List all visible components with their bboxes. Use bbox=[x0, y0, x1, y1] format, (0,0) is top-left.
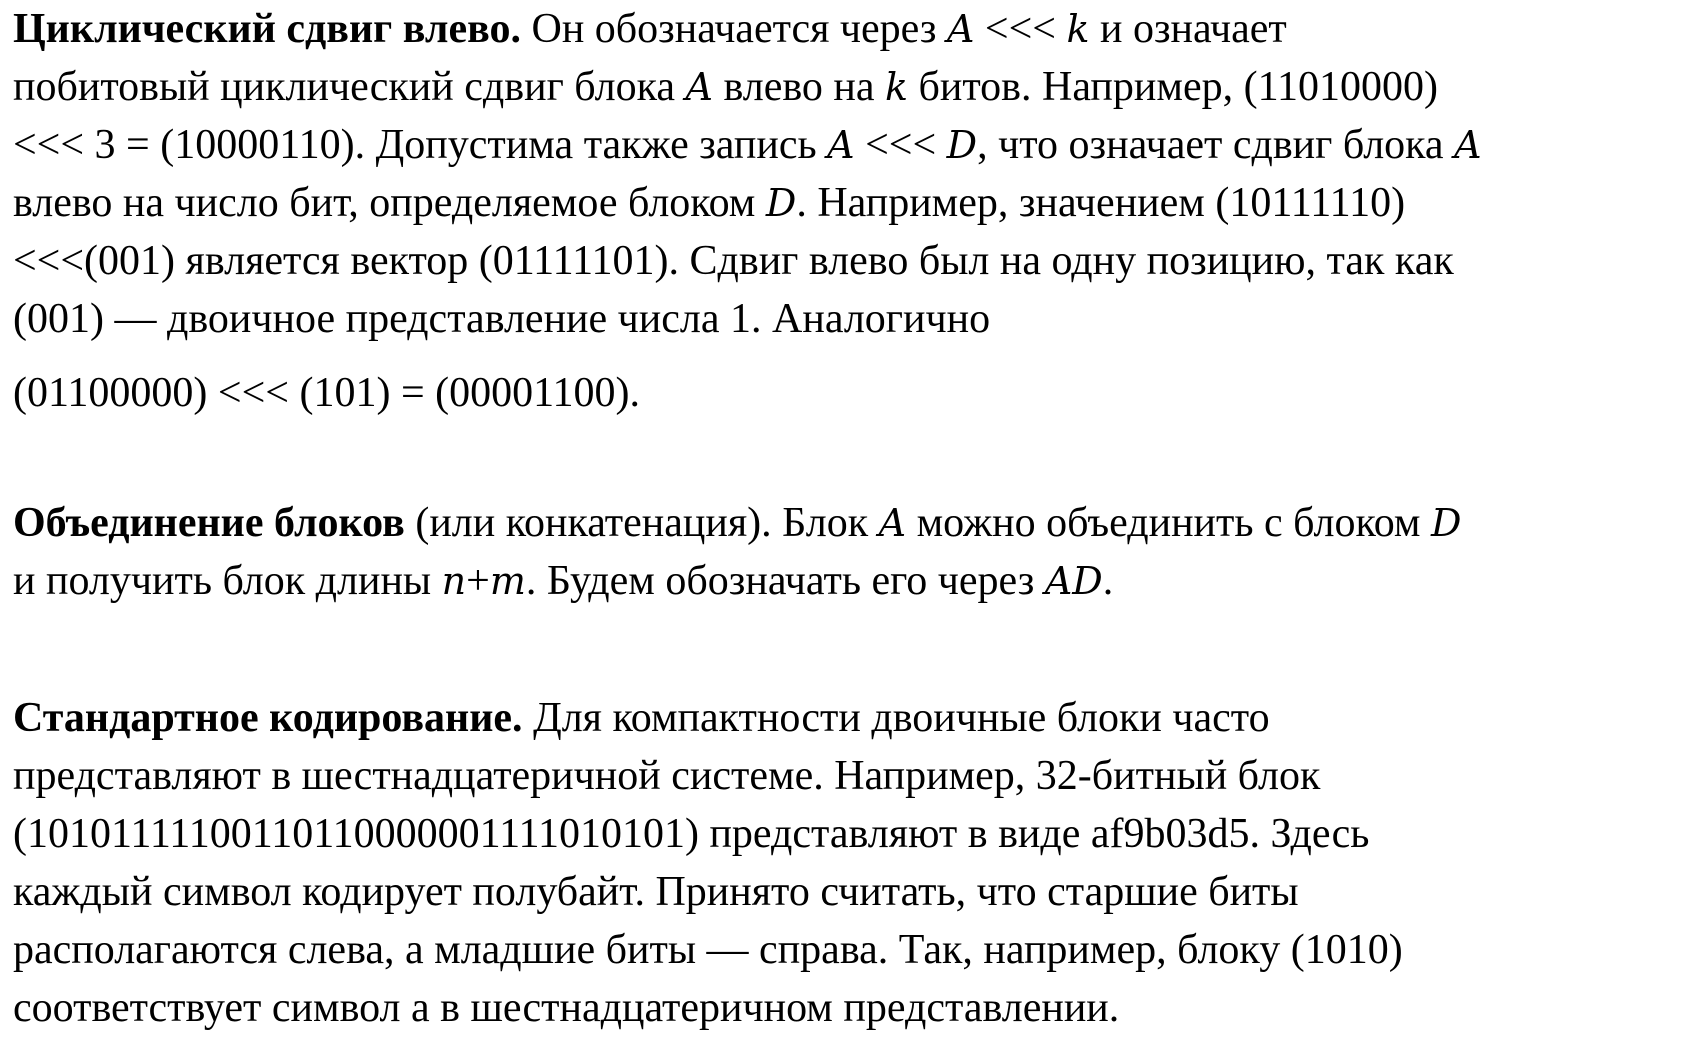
text-line bbox=[13, 232, 1482, 290]
text-run: <<< 3 = (10000110). Допустима также запись bbox=[13, 122, 828, 168]
math-symbol: D bbox=[946, 123, 978, 167]
text-run: располагаются слева, а младшие биты — справа. Так, например, блоку (1010) bbox=[13, 927, 1403, 973]
text-line bbox=[13, 863, 1403, 921]
text-run: , что означает сдвиг блока bbox=[977, 122, 1455, 168]
math-symbol: A bbox=[685, 65, 713, 109]
text-run: (001) — двоичное представление числа 1. Аналогично bbox=[13, 296, 991, 342]
math-symbol: A bbox=[827, 123, 855, 167]
text-run: . Например, значением (10111110) bbox=[796, 180, 1406, 226]
text-line bbox=[13, 689, 1403, 747]
math-symbol: D bbox=[1431, 501, 1462, 545]
text-run: влево на число бит, определяемое блоком bbox=[13, 180, 766, 226]
text-line bbox=[13, 979, 1403, 1037]
text-run: <<< bbox=[974, 6, 1067, 52]
text-line bbox=[13, 552, 1461, 610]
text-line bbox=[13, 0, 1482, 58]
math-symbol: m bbox=[489, 559, 526, 603]
text-run: <<< bbox=[854, 122, 947, 168]
math-symbol: AD bbox=[1044, 559, 1103, 603]
paragraph-standard-encoding bbox=[13, 689, 1403, 1037]
term-heading: Циклический сдвиг влево. bbox=[13, 6, 521, 52]
text-run: (или конкатенация). Блок bbox=[404, 500, 879, 546]
text-run: Он обозначается через bbox=[520, 6, 947, 52]
text-run: . Будем обозначать его через bbox=[525, 558, 1045, 604]
math-symbol: A bbox=[1454, 123, 1482, 167]
text-line bbox=[13, 116, 1482, 174]
paragraph-concatenation bbox=[13, 494, 1461, 610]
text-run: и получить блок длины bbox=[13, 558, 442, 604]
math-symbol: k bbox=[1066, 7, 1090, 51]
math-symbol: A bbox=[946, 7, 975, 51]
text-run: соответствует символ a в шестнадцатеричном представлении. bbox=[13, 985, 1120, 1031]
term-heading: Объединение блоков bbox=[13, 500, 405, 546]
text-line bbox=[13, 747, 1403, 805]
math-symbol: k bbox=[885, 65, 909, 109]
text-run: каждый символ кодирует полубайт. Принято считать, что старшие биты bbox=[13, 869, 1299, 915]
text-line bbox=[13, 494, 1461, 552]
text-line bbox=[13, 348, 1482, 423]
math-symbol: A bbox=[878, 501, 907, 545]
text-run: (01100000) <<< (101) = (00001100). bbox=[13, 370, 641, 416]
text-run: . bbox=[1102, 558, 1114, 604]
text-line bbox=[13, 58, 1482, 116]
text-line bbox=[13, 921, 1403, 979]
text-run: Для компактности двоичные блоки часто bbox=[522, 695, 1270, 741]
term-heading: Стандартное кодирование. bbox=[13, 695, 523, 741]
text-run: влево на bbox=[712, 64, 885, 110]
text-run: битов. Например, (11010000) bbox=[908, 64, 1439, 110]
math-symbol: D bbox=[765, 181, 797, 225]
text-run: + bbox=[466, 558, 490, 604]
text-run: <<<(001) является вектор (01111101). Сдвиг влево был на одну позицию, так как bbox=[13, 238, 1454, 284]
text-run: (10101111100110110000001111010101) представляют в виде af9b03d5. Здесь bbox=[13, 811, 1370, 857]
text-line bbox=[13, 805, 1403, 863]
text-line bbox=[13, 290, 1482, 348]
text-run: можно объединить с блоком bbox=[906, 500, 1432, 546]
text-run: представляют в шестнадцатеричной системе. Например, 32-битный блок bbox=[13, 753, 1321, 799]
text-line bbox=[13, 174, 1482, 232]
text-run: побитовый циклический сдвиг блока bbox=[13, 64, 686, 110]
math-symbol: n bbox=[441, 559, 467, 603]
text-run: и означает bbox=[1089, 6, 1287, 52]
paragraph-cyclic-shift bbox=[13, 0, 1482, 423]
